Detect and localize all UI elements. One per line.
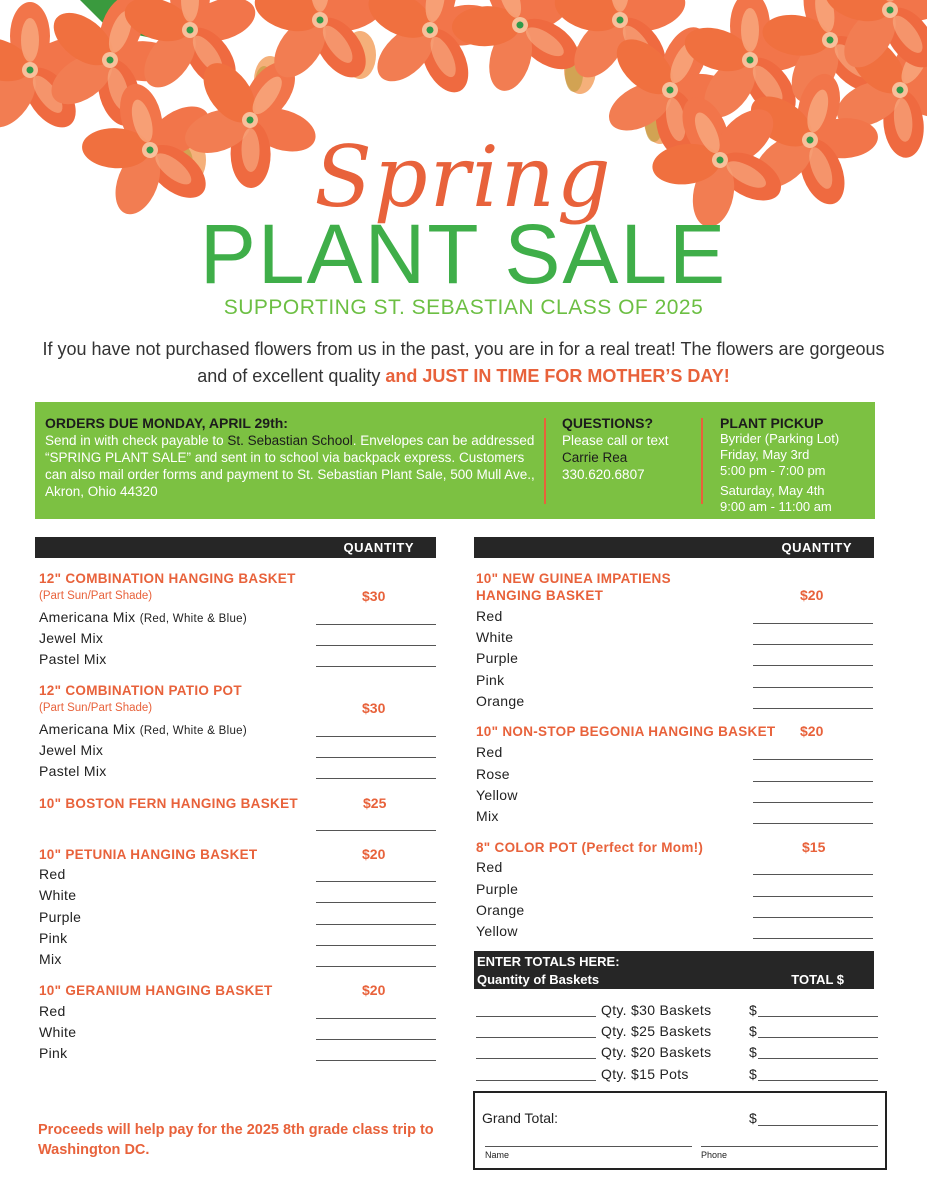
item-label: Pink [39, 1045, 68, 1061]
quantity-input[interactable] [316, 1060, 436, 1061]
item-label: Yellow [476, 787, 518, 803]
grand-total-input[interactable] [758, 1125, 878, 1126]
quantity-input[interactable] [316, 757, 436, 758]
section-price: $30 [362, 588, 386, 604]
orders-text-2: . Envelopes can be addressed “SPRING PLANT SALE” and sent in to school via backpack express. Customers can also mail order forms and payment to St. Sebastian Plant Sale, 500 Mull Ave., Akron, Ohio 44320 [45, 433, 535, 499]
questions-info [562, 415, 702, 483]
contact-name: Carrie Rea [562, 450, 628, 465]
section-price: $25 [363, 795, 387, 811]
dollar-sign: $ [749, 1110, 757, 1126]
item-label: White [39, 887, 77, 903]
section-subtitle: (Part Sun/Part Shade) [39, 590, 153, 602]
pickup-time-1: 5:00 pm - 7:00 pm [720, 463, 826, 478]
pickup-time-2: 9:00 am - 11:00 am [720, 499, 832, 514]
item-label: Red [39, 1003, 66, 1019]
section-price: $20 [800, 723, 824, 739]
pickup-location: Byrider (Parking Lot) [720, 431, 840, 446]
section-title: 10" NEW GUINEA IMPATIENS [476, 571, 671, 586]
totals-heading: ENTER TOTALS HERE: [477, 954, 620, 969]
item-label: Orange [476, 902, 525, 918]
dollar-sign: $ [749, 1002, 757, 1018]
intro-highlight: and JUST IN TIME FOR MOTHER’S DAY! [385, 366, 730, 386]
quantity-header-left: QUANTITY [35, 537, 436, 558]
item-label: Jewel Mix [39, 630, 104, 646]
grand-total-box [473, 1091, 887, 1170]
quantity-input[interactable] [753, 896, 873, 897]
orders-payee: St. Sebastian School [227, 433, 353, 448]
page-title: PLANT SALE [199, 207, 728, 301]
item-label: Purple [39, 909, 82, 925]
totals-row-label: Qty. $25 Baskets [601, 1023, 712, 1039]
item-label: Purple [476, 650, 519, 666]
quantity-input[interactable] [316, 1039, 436, 1040]
section-title: 12" COMBINATION PATIO POT [39, 683, 242, 698]
quantity-input[interactable] [753, 938, 873, 939]
item-label: Purple [476, 881, 519, 897]
dollar-total-input[interactable] [758, 1058, 878, 1059]
dollar-total-input[interactable] [758, 1016, 878, 1017]
quantity-header-right: QUANTITY [474, 537, 874, 558]
section-subtitle: (Part Sun/Part Shade) [39, 702, 153, 714]
section-title: 10" BOSTON FERN HANGING BASKET [39, 796, 298, 811]
quantity-input[interactable] [316, 736, 436, 737]
item-label: Mix [39, 951, 62, 967]
pickup-day-1: Friday, May 3rd [720, 447, 810, 462]
quantity-input[interactable] [753, 759, 873, 760]
grand-total-label: Grand Total: [482, 1110, 559, 1126]
dollar-total-input[interactable] [758, 1037, 878, 1038]
quantity-input[interactable] [753, 644, 873, 645]
quantity-input[interactable] [316, 902, 436, 903]
qty-total-input[interactable] [476, 1016, 596, 1017]
item-label: Red [476, 744, 503, 760]
item-label: White [476, 629, 514, 645]
quantity-input[interactable] [753, 917, 873, 918]
quantity-input[interactable] [753, 874, 873, 875]
section-title: 10" GERANIUM HANGING BASKET [39, 983, 273, 998]
questions-text: Please call or text [562, 433, 669, 448]
dollar-total-input[interactable] [758, 1080, 878, 1081]
item-label: Rose [476, 766, 510, 782]
totals-header [474, 951, 874, 989]
quantity-input[interactable] [316, 778, 436, 779]
section-price: $20 [800, 587, 824, 603]
spring-script-title: Spring [314, 128, 613, 226]
pickup-info [720, 415, 870, 515]
totals-row-label: Qty. $30 Baskets [601, 1002, 712, 1018]
item-label: Mix [476, 808, 499, 824]
pickup-day-2: Saturday, May 4th [720, 483, 825, 498]
item-label: Americana Mix (Red, White & Blue) [39, 721, 248, 737]
quantity-input[interactable] [316, 1018, 436, 1019]
qty-total-input[interactable] [476, 1080, 596, 1081]
item-label: Yellow [476, 923, 518, 939]
quantity-input[interactable] [753, 687, 873, 688]
name-label: Name [485, 1150, 510, 1160]
section-price: $15 [802, 839, 826, 855]
item-label: Red [476, 608, 503, 624]
section-title: 8" COLOR POT (Perfect for Mom!) [476, 840, 704, 855]
orders-text-1: Send in with check payable to [45, 433, 228, 448]
section-title: 10" PETUNIA HANGING BASKET [39, 847, 258, 862]
quantity-input[interactable] [753, 623, 873, 624]
section-title: 10" NON-STOP BEGONIA HANGING BASKET [476, 724, 776, 739]
contact-phone: 330.620.6807 [562, 467, 645, 482]
quantity-input[interactable] [753, 665, 873, 666]
orders-heading: ORDERS DUE MONDAY, APRIL 29th: [45, 415, 288, 431]
item-label: White [39, 1024, 77, 1040]
supporting-subtitle: SUPPORTING ST. SEBASTIAN CLASS OF 2025 [223, 296, 704, 319]
qty-total-input[interactable] [476, 1058, 596, 1059]
item-label: Pink [39, 930, 68, 946]
totals-row-label: Qty. $20 Baskets [601, 1044, 712, 1060]
item-label: Jewel Mix [39, 742, 104, 758]
section-price: $20 [362, 982, 386, 998]
item-label: Americana Mix (Red, White & Blue) [39, 609, 248, 625]
name-input[interactable] [485, 1146, 692, 1147]
quantity-input[interactable] [316, 666, 436, 667]
intro-paragraph [40, 336, 887, 390]
divider [701, 418, 703, 504]
dollar-sign: $ [749, 1044, 757, 1060]
item-label: Orange [476, 693, 525, 709]
phone-label: Phone [701, 1150, 728, 1160]
item-label: Pink [476, 672, 505, 688]
questions-heading: QUESTIONS? [562, 415, 654, 431]
dollar-sign: $ [749, 1023, 757, 1039]
quantity-input[interactable] [316, 830, 436, 831]
quantity-input[interactable] [753, 781, 873, 782]
quantity-input[interactable] [316, 645, 436, 646]
quantity-input[interactable] [316, 966, 436, 967]
totals-row-label: Qty. $15 Pots [601, 1066, 689, 1082]
pickup-heading: PLANT PICKUP [720, 415, 824, 431]
section-title-line-2: HANGING BASKET [476, 588, 604, 603]
quantity-input[interactable] [753, 823, 873, 824]
section-price: $30 [362, 700, 386, 716]
section-title: 12" COMBINATION HANGING BASKET [39, 571, 296, 586]
item-label: Pastel Mix [39, 763, 107, 779]
quantity-input[interactable] [316, 881, 436, 882]
item-label: Red [476, 859, 503, 875]
dollar-sign: $ [749, 1066, 757, 1082]
phone-input[interactable] [701, 1146, 878, 1147]
quantity-input[interactable] [753, 802, 873, 803]
orders-info [45, 415, 535, 500]
item-label: Pastel Mix [39, 651, 107, 667]
quantity-input[interactable] [316, 924, 436, 925]
quantity-input[interactable] [316, 945, 436, 946]
quantity-input[interactable] [753, 708, 873, 709]
total-heading: TOTAL $ [791, 972, 844, 987]
qty-total-input[interactable] [476, 1037, 596, 1038]
qty-heading: Quantity of Baskets [477, 972, 600, 987]
info-box [35, 402, 875, 519]
intro-text: If you have not purchased flowers from us in the past, you are in for a real treat! The flowers are gorgeous and of excellent quality [42, 339, 885, 386]
item-label: Red [39, 866, 66, 882]
divider [544, 418, 546, 504]
proceeds-note: Proceeds will help pay for the 2025 8th grade class trip to Washington DC. [38, 1122, 434, 1158]
quantity-input[interactable] [316, 624, 436, 625]
section-price: $20 [362, 846, 386, 862]
